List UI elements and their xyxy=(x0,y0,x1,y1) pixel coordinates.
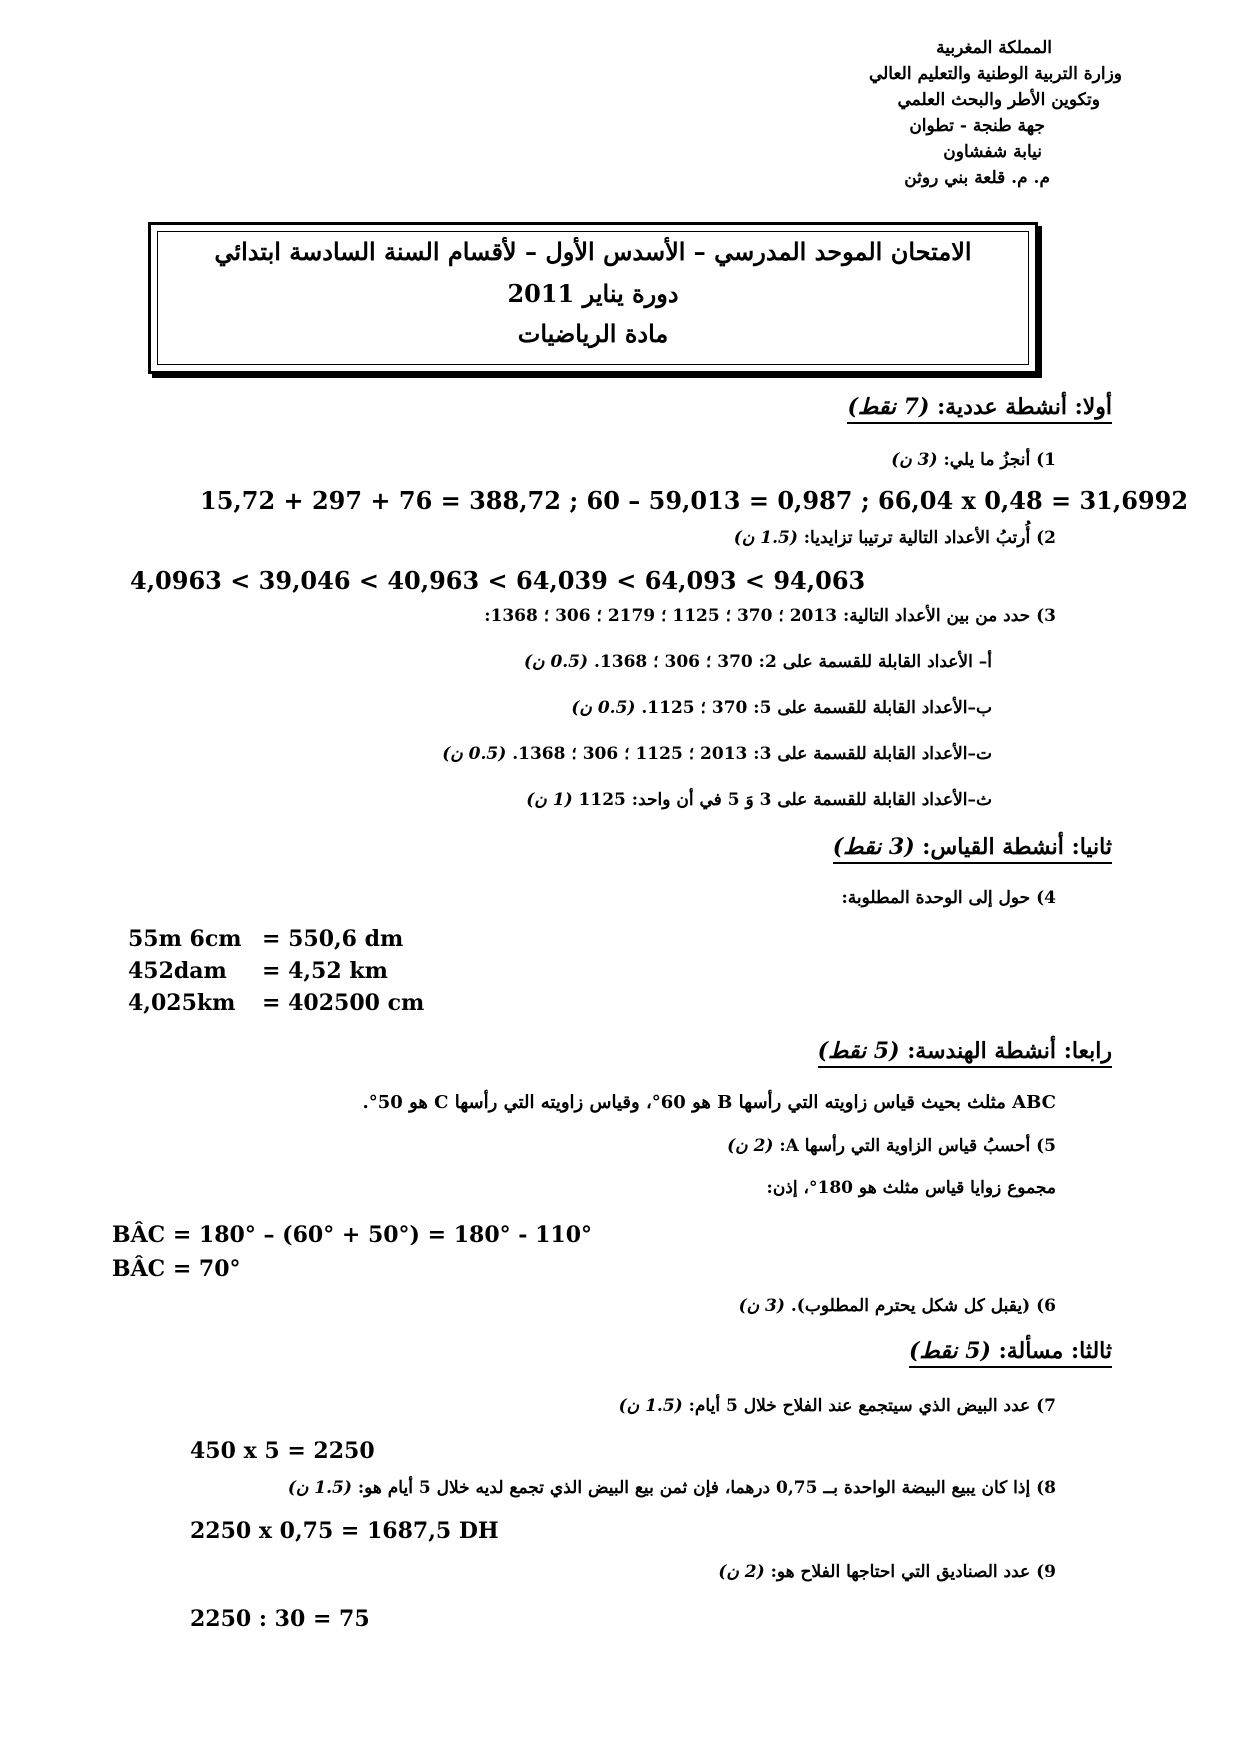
section-label: ثالثا: مسألة: xyxy=(998,1338,1112,1364)
header-line-region: جهة طنجة - تطوان xyxy=(909,116,1045,136)
question-5 xyxy=(727,1136,1056,1156)
angle-calc-2: BÂC = 70° xyxy=(112,1256,241,1282)
header-line-kingdom: المملكة المغربية xyxy=(936,38,1052,58)
geometry-intro: ABC مثلث بحيث قياس زاويته التي رأسها B هو 60°، وقياس زاويته التي رأسها C هو 50°. xyxy=(362,1092,1056,1113)
question-3c-points: (0.5 ن) xyxy=(442,744,507,764)
question-8-points: (1.5 ن) xyxy=(287,1478,352,1498)
angle-sum-note: مجموع زوايا قياس مثلث هو 180°، إذن: xyxy=(766,1178,1056,1198)
angle-calc-1: BÂC = 180° – (60° + 50°) = 180° - 110° xyxy=(112,1222,593,1248)
question-3a-text: أ– الأعداد القابلة للقسمة على 2: 370 ؛ 306 ؛ 1368. xyxy=(593,652,992,672)
exam-title-line2: دورة يناير 2011 xyxy=(507,279,679,308)
section-label: أولا: أنشطة عددية: xyxy=(937,394,1112,420)
header-line-training: وتكوين الأطر والبحث العلمي xyxy=(897,90,1100,110)
conversion-from-1: 55m 6cm xyxy=(128,926,242,952)
question-3c xyxy=(442,744,992,764)
question-3d-points: (1 ن) xyxy=(526,790,573,810)
question-1-label: 1) أنجزُ ما يلي: xyxy=(943,450,1056,470)
section-points: (5 نقط) xyxy=(817,1038,900,1064)
question-3b-points: (0.5 ن) xyxy=(571,698,636,718)
conversion-to-1: = 550,6 dm xyxy=(262,926,404,952)
section-points: (3 نقط) xyxy=(832,834,915,860)
section-points: (5 نقط) xyxy=(909,1338,991,1364)
question-6 xyxy=(739,1296,1056,1316)
answer-1: 15,72 + 297 + 76 = 388,72 ; 60 – 59,013 = 0,987 ; 66,04 x 0,48 = 31,6992 xyxy=(200,486,1189,515)
question-4: 4) حول إلى الوحدة المطلوبة: xyxy=(841,888,1056,908)
question-6-points: (3 ن) xyxy=(738,1296,785,1316)
conversion-from-3: 4,025km xyxy=(128,990,236,1016)
question-3a-points: (0.5 ن) xyxy=(523,652,589,672)
question-3b xyxy=(571,698,992,718)
conversion-to-2: = 4,52 km xyxy=(262,958,388,984)
question-3d-text: ث–الأعداد القابلة للقسمة على 3 وَ 5 في أن واحد: 1125 xyxy=(578,790,992,810)
question-9-label: 9) عدد الصناديق التي احتاجها الفلاح هو: xyxy=(770,1562,1056,1582)
question-5-label: 5) أحسبُ قياس الزاوية التي رأسها A: xyxy=(779,1136,1056,1156)
section-geometry xyxy=(818,1038,1112,1068)
question-5-points: (2 ن) xyxy=(727,1136,774,1156)
question-3b-text: ب–الأعداد القابلة للقسمة على 5: 370 ؛ 1125. xyxy=(641,698,992,718)
question-2-label: 2) أُرتبُ الأعداد التالية ترتيبا تزايديا: xyxy=(803,528,1056,548)
question-2-points: (1.5 ن) xyxy=(733,528,798,548)
header-line-ministry: وزارة التربية الوطنية والتعليم العالي xyxy=(868,64,1122,84)
section-label: ثانيا: أنشطة القياس: xyxy=(922,834,1112,860)
exam-title-box xyxy=(148,222,1038,374)
answer-9: 2250 : 30 = 75 xyxy=(190,1606,370,1632)
conversion-to-3: = 402500 cm xyxy=(262,990,425,1016)
question-9 xyxy=(718,1562,1056,1582)
answer-8: 2250 x 0,75 = 1687,5 DH xyxy=(190,1518,499,1544)
exam-title-line3: مادة الرياضيات xyxy=(517,319,669,348)
question-7-points: (1.5 ن) xyxy=(618,1396,683,1416)
conversion-from-2: 452dam xyxy=(128,958,227,984)
header-line-province: نيابة شفشاون xyxy=(943,142,1042,162)
section-label: رابعا: أنشطة الهندسة: xyxy=(907,1038,1112,1064)
question-1-points: (3 ن) xyxy=(891,450,938,470)
question-3c-text: ت–الأعداد القابلة للقسمة على 3: 2013 ؛ 1125 ؛ 306 ؛ 1368. xyxy=(512,744,992,764)
question-7 xyxy=(619,1396,1056,1416)
question-9-points: (2 ن) xyxy=(718,1562,765,1582)
question-8-label: 8) إذا كان يبيع البيضة الواحدة بــ 0,75 درهما، فإن ثمن بيع البيض الذي تجمع لديه خلال 5 أيام هو: xyxy=(357,1478,1056,1498)
answer-7: 450 x 5 = 2250 xyxy=(190,1438,375,1464)
section-points: (7 نقط) xyxy=(847,394,930,420)
header-line-school: م. م. قلعة بني روثن xyxy=(904,168,1050,188)
question-8 xyxy=(288,1478,1056,1498)
section-numeric-activities xyxy=(847,394,1112,424)
question-7-label: 7) عدد البيض الذي سيتجمع عند الفلاح خلال 5 أيام: xyxy=(688,1396,1056,1416)
answer-2: 4,0963 < 39,046 < 40,963 < 64,039 < 64,093 < 94,063 xyxy=(130,566,866,595)
question-3a xyxy=(524,652,992,672)
question-2 xyxy=(734,528,1056,548)
exam-title-line1: الامتحان الموحد المدرسي – الأسدس الأول – لأقسام السنة السادسة ابتدائي xyxy=(214,237,972,266)
question-3: 3) حدد من بين الأعداد التالية: 2013 ؛ 370 ؛ 1125 ؛ 2179 ؛ 306 ؛ 1368: xyxy=(484,606,1056,626)
section-measurement xyxy=(833,834,1112,864)
section-problem xyxy=(909,1338,1112,1368)
question-3d xyxy=(526,790,992,810)
question-6-label: 6) (يقبل كل شكل يحترم المطلوب). xyxy=(790,1296,1056,1316)
question-1 xyxy=(891,450,1056,470)
